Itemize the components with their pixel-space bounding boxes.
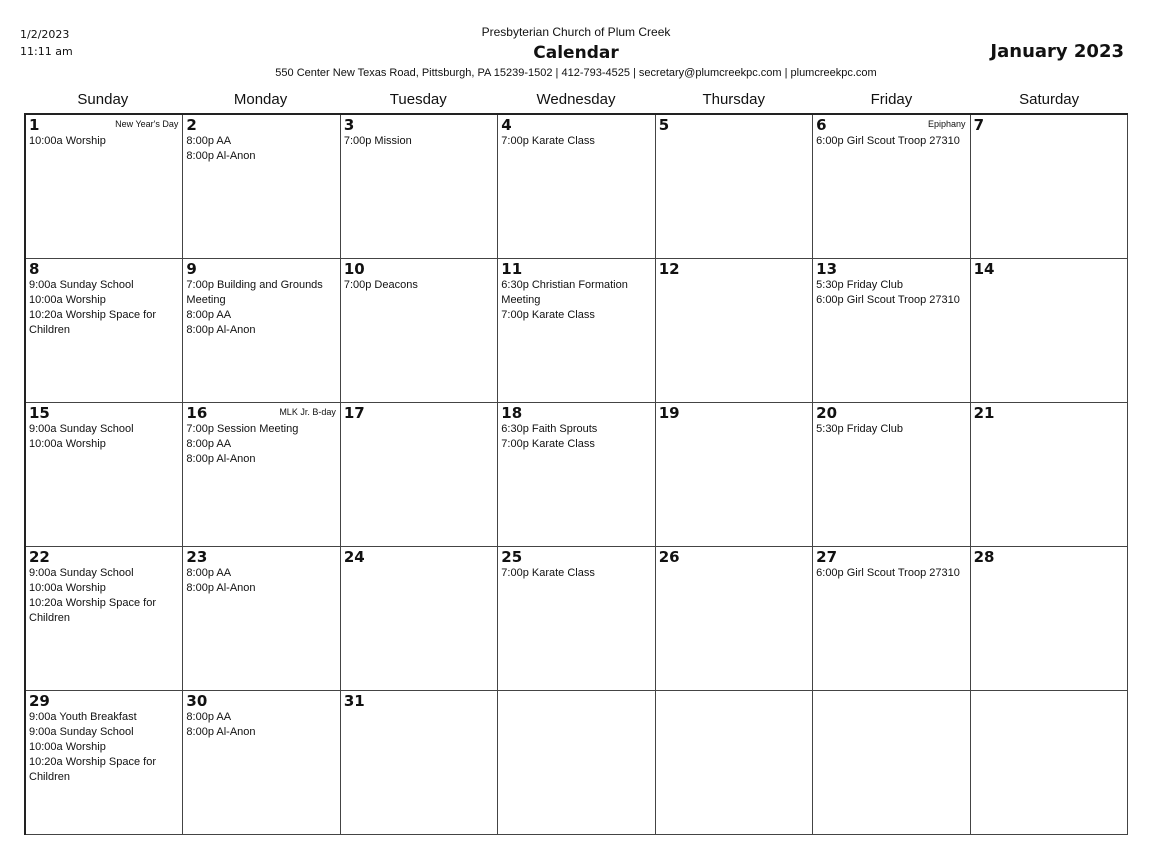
event-item[interactable]: 10:00a Worship	[29, 438, 106, 450]
day-number: 21	[973, 404, 995, 422]
event-list	[501, 278, 651, 323]
event-list	[816, 566, 966, 581]
event-item[interactable]: 8:00p AA	[186, 135, 232, 147]
event-item[interactable]: 10:00a Worship	[29, 135, 106, 147]
day-cell[interactable]	[26, 547, 183, 691]
event-list	[29, 134, 179, 149]
day-cell[interactable]	[971, 259, 1128, 403]
event-item[interactable]: 6:30p Christian Formation Meeting	[501, 279, 628, 306]
print-date: 1/2/2023	[20, 28, 70, 41]
day-cell[interactable]	[498, 691, 655, 835]
event-item[interactable]: 10:00a Worship	[29, 741, 106, 753]
day-cell[interactable]	[656, 403, 813, 547]
day-number: 1	[29, 116, 40, 134]
day-number: 14	[973, 260, 995, 278]
event-item[interactable]: 7:00p Deacons	[343, 279, 418, 291]
event-list	[816, 134, 966, 149]
event-list	[186, 422, 336, 467]
day-cell[interactable]	[813, 403, 970, 547]
organization-name: Presbyterian Church of Plum Creek	[481, 25, 671, 39]
event-item[interactable]: 7:00p Building and Grounds Meeting	[186, 279, 323, 306]
day-number: 6	[816, 116, 827, 134]
day-number: 15	[29, 404, 50, 422]
event-item[interactable]: 6:00p Girl Scout Troop 27310	[816, 135, 960, 147]
day-cell[interactable]	[971, 403, 1128, 547]
event-list	[186, 278, 336, 338]
event-list	[501, 566, 651, 581]
event-item[interactable]: 10:20a Worship Space for Children	[29, 597, 156, 624]
event-list	[186, 134, 336, 164]
day-number: 20	[816, 404, 838, 422]
event-list	[29, 566, 179, 626]
day-number: 30	[186, 692, 208, 710]
event-list	[816, 422, 966, 437]
event-item[interactable]: 10:20a Worship Space for Children	[29, 756, 156, 783]
event-item[interactable]: 5:30p Friday Club	[816, 423, 903, 435]
event-item[interactable]: 9:00a Youth Breakfast	[29, 711, 137, 723]
weekday-header: Friday	[870, 91, 913, 108]
weekday-header-row	[24, 90, 1128, 110]
weekday-header: Wednesday	[536, 91, 616, 108]
weekday-header: Monday	[233, 91, 288, 108]
event-item[interactable]: 9:00a Sunday School	[29, 423, 134, 435]
day-cell[interactable]	[498, 547, 655, 691]
event-item[interactable]: 7:00p Karate Class	[501, 135, 595, 147]
day-cell[interactable]	[183, 691, 340, 835]
day-cell[interactable]	[498, 403, 655, 547]
day-number: 25	[501, 548, 523, 566]
event-item[interactable]: 9:00a Sunday School	[29, 279, 134, 291]
holiday-label: MLK Jr. B-day	[279, 407, 336, 417]
event-list	[29, 278, 179, 338]
day-cell[interactable]	[183, 259, 340, 403]
day-number: 19	[658, 404, 680, 422]
event-item[interactable]: 8:00p Al-Anon	[186, 324, 256, 336]
event-list	[816, 278, 966, 308]
event-item[interactable]: 10:00a Worship	[29, 294, 106, 306]
event-list	[29, 710, 179, 785]
event-list	[186, 566, 336, 596]
day-cell[interactable]	[341, 115, 498, 259]
calendar-grid	[24, 113, 1128, 835]
event-item[interactable]: 9:00a Sunday School	[29, 567, 134, 579]
print-time: 11:11 am	[20, 45, 73, 58]
event-item[interactable]: 7:00p Session Meeting	[186, 423, 299, 435]
day-number: 12	[658, 260, 680, 278]
event-item[interactable]: 6:30p Faith Sprouts	[501, 423, 598, 435]
day-cell[interactable]	[656, 547, 813, 691]
day-number: 18	[501, 404, 523, 422]
event-list	[186, 710, 336, 740]
event-list	[29, 422, 179, 452]
event-item[interactable]: 10:20a Worship Space for Children	[29, 309, 156, 336]
event-item[interactable]: 7:00p Mission	[343, 135, 412, 147]
day-cell[interactable]	[813, 691, 970, 835]
day-number: 3	[343, 116, 355, 134]
day-number: 23	[186, 548, 208, 566]
page-title: Calendar	[533, 43, 619, 63]
day-cell[interactable]	[656, 691, 813, 835]
day-cell[interactable]	[813, 547, 970, 691]
day-cell[interactable]	[656, 115, 813, 259]
day-cell[interactable]	[971, 115, 1128, 259]
day-number: 5	[658, 116, 670, 134]
day-cell[interactable]	[813, 259, 970, 403]
day-number: 13	[816, 260, 838, 278]
weekday-header: Saturday	[1019, 91, 1080, 108]
holiday-label: New Year's Day	[115, 119, 179, 129]
day-number: 7	[973, 116, 984, 134]
event-item[interactable]: 10:00a Worship	[29, 582, 106, 594]
event-item[interactable]: 5:30p Friday Club	[816, 279, 903, 291]
day-cell[interactable]	[341, 403, 498, 547]
day-number: 8	[29, 260, 40, 278]
month-title: January 2023	[990, 41, 1124, 62]
day-number: 4	[501, 116, 512, 134]
event-list	[344, 278, 494, 293]
contact-address: 550 Center New Texas Road, Pittsburgh, PA 15239-1502 | 412-793-4525 | secretary@plumcreekpc.com | plumcreekpc.com	[275, 67, 877, 79]
day-cell[interactable]	[971, 547, 1128, 691]
day-number: 28	[973, 548, 995, 566]
day-number: 10	[343, 260, 365, 278]
day-cell[interactable]	[498, 115, 655, 259]
event-item[interactable]: 6:00p Girl Scout Troop 27310	[816, 567, 960, 579]
day-cell[interactable]	[183, 115, 340, 259]
day-cell[interactable]	[26, 403, 183, 547]
event-item[interactable]: 8:00p AA	[186, 567, 232, 579]
event-item[interactable]: 8:00p Al-Anon	[186, 582, 256, 594]
day-cell[interactable]	[26, 115, 183, 259]
day-number: 17	[343, 404, 365, 422]
day-cell[interactable]	[341, 259, 498, 403]
event-item[interactable]: 8:00p Al-Anon	[186, 726, 256, 738]
event-item[interactable]: 9:00a Sunday School	[29, 726, 134, 738]
day-number: 22	[29, 548, 50, 566]
day-number: 27	[816, 548, 838, 566]
day-cell[interactable]	[341, 691, 498, 835]
event-item[interactable]: 8:00p AA	[186, 438, 232, 450]
event-item[interactable]: 8:00p AA	[186, 711, 232, 723]
day-cell[interactable]	[26, 691, 183, 835]
day-number: 11	[501, 260, 523, 278]
event-item[interactable]: 8:00p Al-Anon	[186, 453, 256, 465]
day-number: 24	[343, 548, 365, 566]
day-cell[interactable]	[26, 259, 183, 403]
day-number: 2	[186, 116, 197, 134]
day-cell[interactable]	[971, 691, 1128, 835]
event-list	[344, 134, 494, 149]
event-item[interactable]: 7:00p Karate Class	[501, 438, 595, 450]
event-item[interactable]: 8:00p Al-Anon	[186, 150, 256, 162]
weekday-header: Thursday	[702, 91, 765, 108]
event-item[interactable]: 8:00p AA	[186, 309, 232, 321]
weekday-header: Tuesday	[389, 91, 447, 108]
event-item[interactable]: 7:00p Karate Class	[501, 567, 595, 579]
event-list	[501, 134, 651, 149]
event-item[interactable]: 7:00p Karate Class	[501, 309, 595, 321]
day-cell[interactable]	[656, 259, 813, 403]
day-cell[interactable]	[183, 547, 340, 691]
holiday-label: Epiphany	[928, 119, 966, 129]
day-cell[interactable]	[813, 115, 970, 259]
day-cell[interactable]	[183, 403, 340, 547]
day-number: 31	[343, 692, 365, 710]
day-number: 26	[658, 548, 680, 566]
event-list	[501, 422, 651, 452]
day-cell[interactable]	[341, 547, 498, 691]
event-item[interactable]: 6:00p Girl Scout Troop 27310	[816, 294, 960, 306]
day-number: 29	[29, 692, 50, 710]
day-number: 16	[186, 404, 208, 422]
weekday-header: Sunday	[77, 91, 129, 108]
day-cell[interactable]	[498, 259, 655, 403]
day-number: 9	[186, 260, 197, 278]
